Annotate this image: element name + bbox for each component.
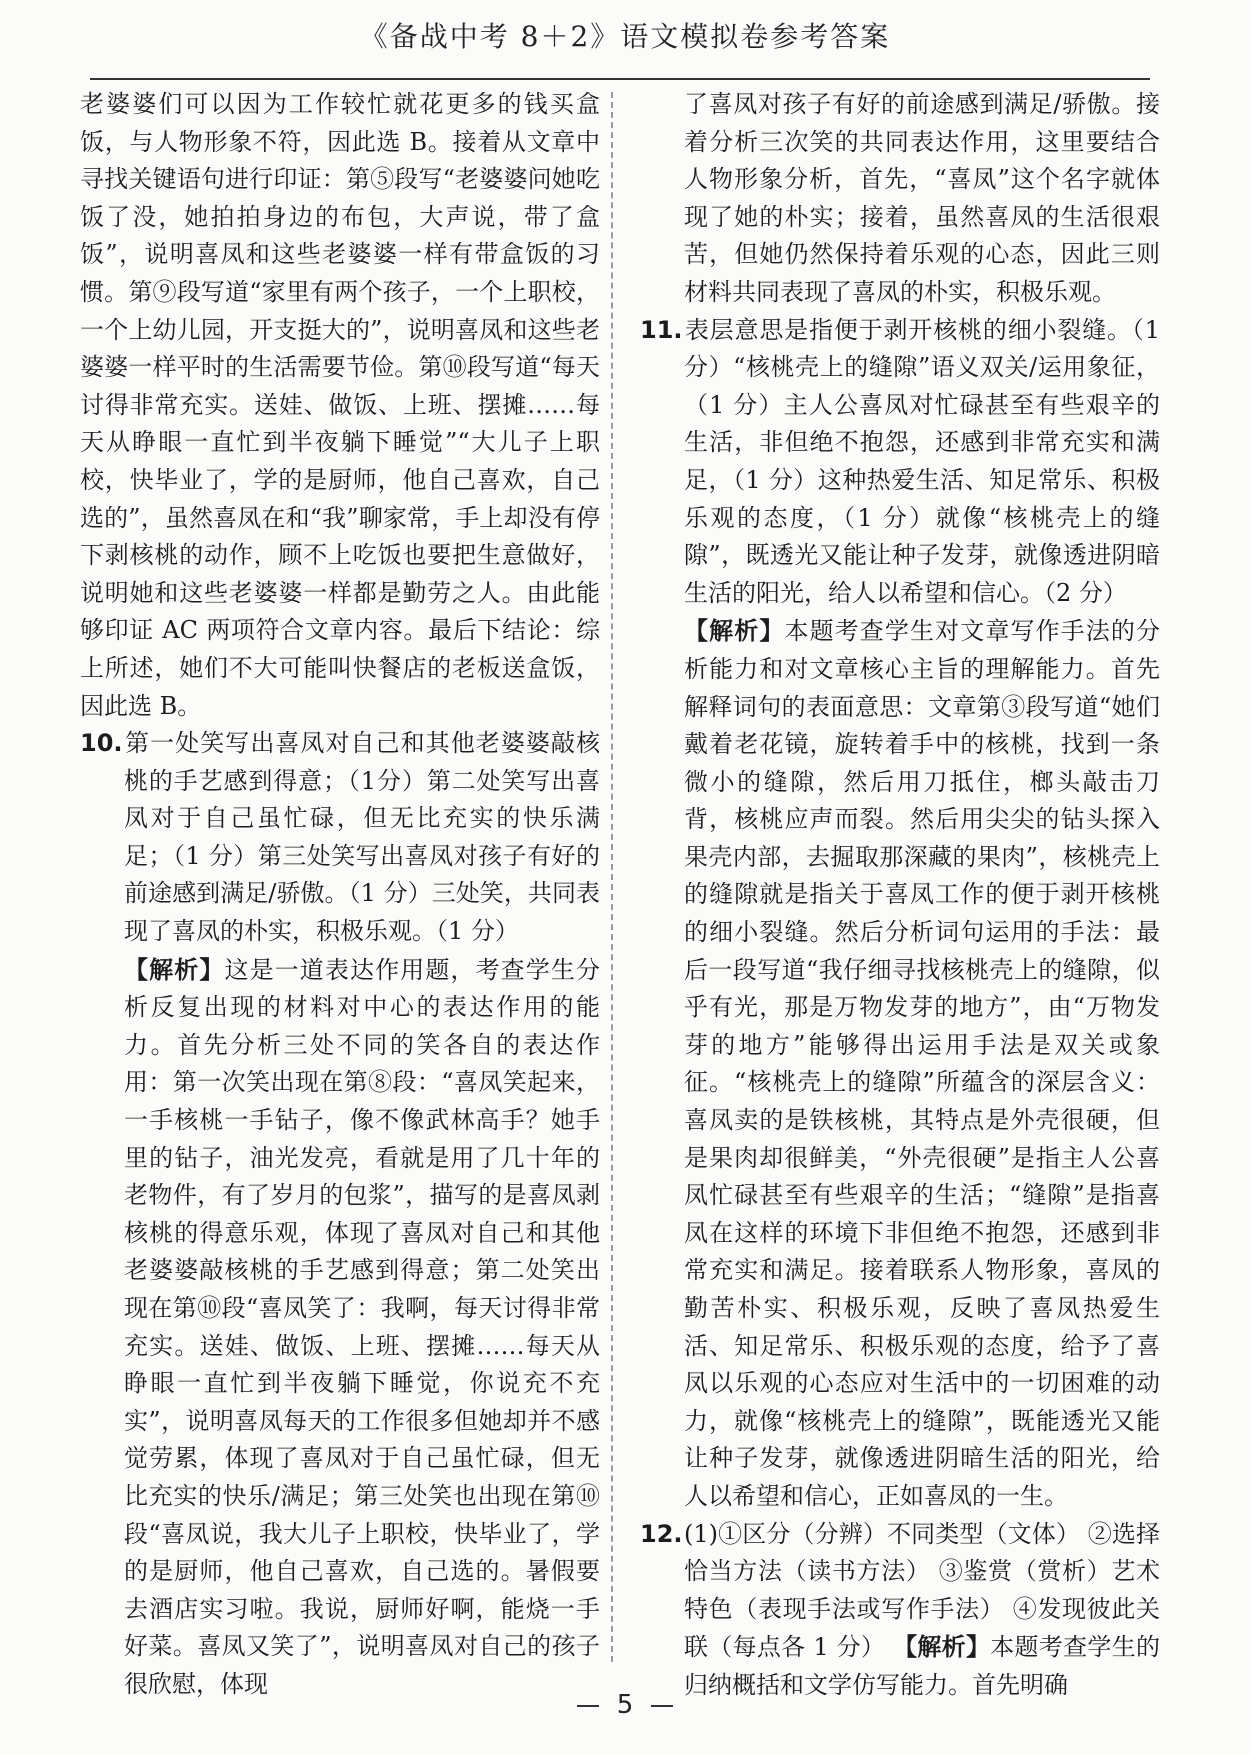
question-number: 11. [640, 315, 683, 344]
analysis-label: 【解析】 [124, 954, 225, 984]
question-number: 10. [80, 729, 123, 758]
page-footer [0, 1680, 1250, 1730]
left-column [80, 86, 601, 1698]
q12-analysis-text: 本题考查学生的归纳概括和文学仿写能力。首先明确 [684, 1633, 1160, 1699]
question-12 [640, 1516, 1160, 1705]
right-column [640, 86, 1161, 1699]
q11-analysis-text: 本题考查学生对文章写作手法的分析能力和对文章核心主旨的理解能力。首先解释词句的表面意思：文章第③段写道“她们戴着老花镜，旋转着手中的核桃，找到一条微小的缝隙，然后用刀抵住，榔头敲击刀背，核桃应声而裂。然后用尖尖的钻头探入果壳内部，去掘取那深藏的果肉”，核桃壳上的缝隙就是指关于喜凤工作的便于剥开核桃的细小裂缝。然后分析词句运用的手法：最后一段写道“我仔细寻找核桃壳上的缝隙，似乎有光，那是万物发芽的地方”，由“万物发芽的地方”能够得出运用手法是双关或象征。“核桃壳上的缝隙”所蕴含的深层含义：喜凤卖的是铁核桃，其特点是外壳很硬，但是果肉却很鲜美，“外壳很硬”是指主人公喜凤忙碌甚至有些艰辛的生活；“缝隙”是指喜凤在这样的环境下非但绝不抱怨，还感到非常充实和满足。接着联系人物形象，喜凤的勤苦朴实、积极乐观，反映了喜凤热爱生活、知足常乐、积极乐观的态度，给予了喜凤以乐观的心态应对生活中的一切困难的动力，就像“核桃壳上的缝隙”，既能透光又能让种子发芽，就像透进阴暗生活的阳光，给人以希望和信心，正如喜凤的一生。 [684, 617, 1161, 1510]
page-header [0, 6, 1250, 68]
analysis-label: 【解析】 [893, 1632, 991, 1662]
question-10 [80, 725, 600, 951]
q10-analysis-continued: 了喜凤对孩子有好的前途感到满足/骄傲。接着分析三次笑的共同表达作用，这里要结合人物形象分析，首先，“喜凤”这个名字就体现了她的朴实；接着，虽然喜凤的生活很艰苦，但她仍然保持着乐观的心态，因此三则材料共同表现了喜凤的朴实，积极乐观。 [684, 90, 1160, 306]
question-11 [640, 312, 1160, 613]
q10-analysis [80, 951, 600, 1704]
q11-analysis [640, 612, 1160, 1515]
footer-dash-left [577, 1705, 599, 1707]
q9-analysis-continued: 老婆婆们可以因为工作较忙就花更多的钱买盒饭，与人物形象不符，因此选 B。接着从文章中寻找关键语句进行印证：第⑤段写“老婆婆问她吃饭了没，她拍拍身边的布包，大声说，带了盒饭”，说明喜凤和这些老婆婆一样有带盒饭的习惯。第⑨段写道“家里有两个孩子，一个上职校，一个上幼儿园，开支挺大的”，说明喜凤和这些老婆婆一样平时的生活需要节俭。第⑩段写道“每天讨得非常充实。送娃、做饭、上班、摆摊……每天从睁眼一直忙到半夜躺下睡觉”“大儿子上职校，快毕业了，学的是厨师，他自己喜欢，自己选的”，虽然喜凤在和“我”聊家常，手上却没有停下剥核桃的动作，顾不上吃饭也要把生意做好，说明她和这些老婆婆一样都是勤劳之人。由此能够印证 AC 两项符合文章内容。最后下结论：综上所述，她们不大可能叫快餐店的老板送盒饭，因此选 B。 [80, 90, 600, 720]
column-divider [611, 92, 613, 1662]
page-number: 5 [616, 1690, 634, 1720]
question-number: 12. [640, 1519, 683, 1548]
analysis-label: 【解析】 [684, 616, 785, 646]
q12-answer: (1)①区分（分辨）不同类型（文体） ②选择恰当方法（读书方法） ③鉴赏（赏析）艺术特色（表现手法或写作手法） ④发现彼此关联（每点各 1 分） [684, 1519, 1160, 1662]
header-title: 《备战中考 8＋2》语文模拟卷参考答案 [359, 20, 891, 53]
q11-answer: 表层意思是指便于剥开核桃的细小裂缝。（1 分）“核桃壳上的缝隙”语义双关/运用象征，（1 分）主人公喜凤对忙碌甚至有些艰辛的生活，非但绝不抱怨，还感到非常充实和满足，（1 分）这种热爱生活、知足常乐、积极乐观的态度，（1 分）就像“核桃壳上的缝隙”，既透光又能让种子发芽，就像透进阴暗生活的阳光，给人以希望和信心。（2 分） [684, 315, 1160, 607]
footer-dash-right [651, 1705, 673, 1707]
q10-analysis-text: 这是一道表达作用题，考查学生分析反复出现的材料对中心的表达作用的能力。首先分析三处不同的笑各自的表达作用：第一次笑出现在第⑧段：“喜凤笑起来，一手核桃一手钻子，像不像武林高手？她手里的钻子，油光发亮，看就是用了几十年的老物件，有了岁月的包浆”，描写的是喜凤剥核桃的得意乐观，体现了喜凤对自己和其他老婆婆敲核桃的手艺感到得意；第二处笑出现在第⑩段“喜凤笑了：我啊，每天讨得非常充实。送娃、做饭、上班、摆摊……每天从睁眼一直忙到半夜躺下睡觉，你说充不充实”，说明喜凤每天的工作很多但她却并不感觉劳累，体现了喜凤对于自己虽忙碌，但无比充实的快乐/满足；第三处笑也出现在第⑩段“喜凤说，我大儿子上职校，快毕业了，学的是厨师，他自己喜欢，自己选的。暑假要去酒店实习啦。我说，厨师好啊，能烧一手好菜。喜凤又笑了”，说明喜凤对自己的孩子很欣慰，体现 [124, 955, 601, 1698]
q10-answer: 第一处笑写出喜凤对自己和其他老婆婆敲核桃的手艺感到得意；（1分）第二处笑写出喜凤对于自己虽忙碌，但无比充实的快乐满足；（1 分）第三处笑写出喜凤对孩子有好的前途感到满足/骄傲。（1 分）三处笑，共同表现了喜凤的朴实，积极乐观。（1 分） [124, 729, 600, 946]
header-divider [90, 78, 1150, 80]
